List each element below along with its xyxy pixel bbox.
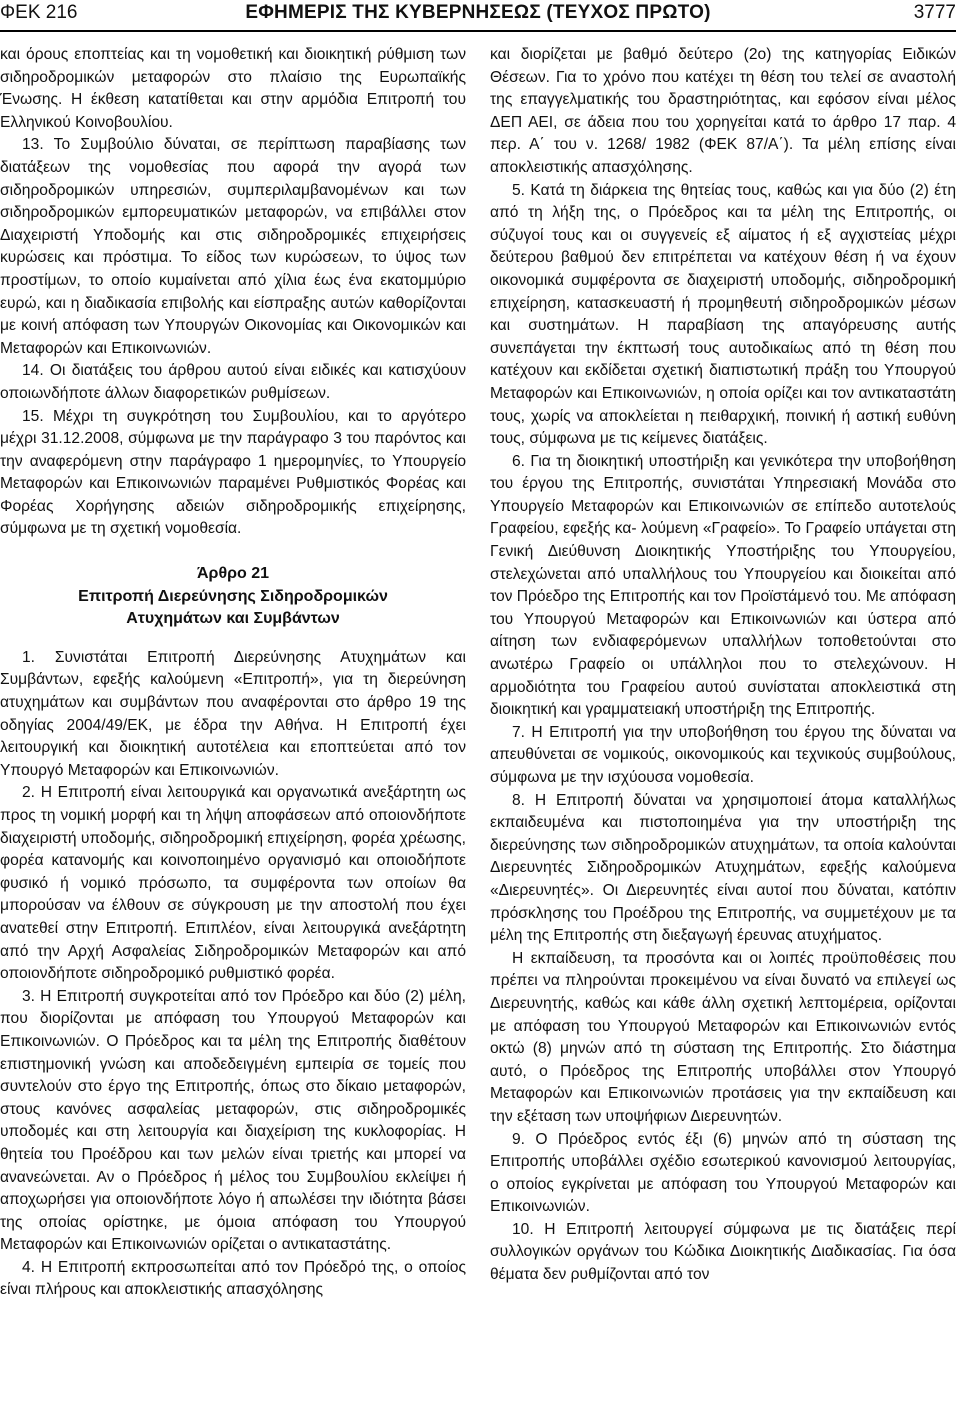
article-heading [0, 563, 466, 631]
article-paragraph-10: 10. Η Επιτροπή λειτουργεί σύμφωνα με τις διατάξεις περί συλλογικών οργάνων του Κώδικα Διοικητικής Διαδικασίας. Για όσα θέματα δεν ρυθμίζονται από τον [490, 1220, 956, 1284]
article-title: Άρθρο 21 [196, 565, 269, 583]
article-paragraph-3: 3. Η Επιτροπή συγκροτείται από τον Πρόεδρο και δύο (2) μέλη, που διορίζονται με απόφαση του Υπουργού Μεταφορών και Επικοινωνιών. Ο Πρόεδρος και τα μέλη της Επιτροπής διαθέτουν επιστημονική γνώση και αποδεδειγμένη εμπειρία σε τομείς που συντελούν στο έργο της Επιτροπής, όπως στο δίκαιο μεταφορών, στους κανόνες ασφαλείας μεταφορών, στις σιδηροδρομικές υποδομές και στη λειτουργία και διαχείριση της κυκλοφορίας. Η θητεία του Προέδρου και των μελών είναι τριετής και μπορεί να ανανεώνεται. Αν ο Πρόεδρος ή μέλος του Συμβουλίου εκλείψει ή αποχωρήσει για οποιονδήποτε λόγο ή απωλέσει την ιδιότητα βάσει της οποίας ορίστηκε, με όμοια απόφαση του Υπουργού Μεταφορών και Επικοινωνιών ορίζεται ο αντικαταστάτης. [0, 987, 466, 1254]
left-column [0, 44, 466, 1302]
right-column [490, 44, 956, 1302]
page-number: 3777 [913, 2, 956, 23]
article-paragraph-8: 8. Η Επιτροπή δύναται να χρησιμοποιεί άτομα καταλλήλως εκπαιδευμένα και πιστοποιημένα για την υποστήριξη της διερεύνησης των σιδηροδρομικών ατυχημάτων, τα οποία καλούνται Διερευνητές Σιδηροδρομικών Ατυχημάτων, εφεξής καλούμενα «Διερευνητές». Οι Διερευνητές είναι αυτοί που δύναται, κατόπιν πρόσκλησης του Προέδρου της Επιτροπής, να συμμετέχουν με τα μέλη της Επιτροπής στη διεξαγωγή έρευνας ατυχήματος. [490, 791, 956, 945]
article-paragraph-7: 7. Η Επιτροπή για την υποβοήθηση του έργου της δύναται να απευθύνεται σε νομικούς, οικονομικούς και τεχνικούς συμβούλους, σύμφωνα με την ισχύουσα νομοθεσία. [490, 723, 956, 786]
article-subtitle-line-2: Ατυχημάτων και Συμβάντων [126, 610, 340, 628]
paragraph-13: 13. Το Συμβούλιο δύναται, σε περίπτωση παραβίασης των διατάξεων της νομοθεσίας που αφορά την αγορά των σιδηροδρομικών υπηρεσιών, συμπεριλαμβανομένων και των σιδηροδρομικών εμπορευματικών μεταφορών, να επιβάλλει στον Διαχειριστή Υποδομής και στις σιδηροδρομικές επιχειρήσεις κυρώσεις και πρόστιμα. Το είδος των κυρώσεων, το ύψος των προστίμων, το οποίο κυμαίνεται από χίλια έως ένα εκατομμύριο ευρώ, και η διαδικασία επιβολής και είσπραξης αυτών καθορίζονται με κοινή απόφαση των Υπουργών Οικονομίας και Οικονομικών και Μεταφορών και Επικοινωνιών. [0, 136, 466, 357]
article-paragraph-6: 6. Για τη διοικητική υποστήριξη και γενικότερα την υποβοήθηση του έργου της Επιτροπής, συνιστάται Υπηρεσιακή Μονάδα στο Υπουργείο Μεταφορών και Επικοινωνιών σε επίπεδο αυτοτελούς Γραφείου, εφεξής κα- λούμενη «Γραφείο». Το Γραφείο υπάγεται στη Γενική Διεύθυνση Διοικητικής Υποστήριξης του Υπουργείου, στελεχώνεται από υπαλλήλους του Υπουργείου και διοικείται από τον Πρόεδρο της Επιτροπής και τον Προϊστάμενό του. Με απόφαση του Υπουργού Μεταφορών και Επικοινωνιών και ύστερα από αίτηση των ενδιαφερόμενων υπαλλήλων τοποθετούνται στο ανωτέρω Γραφείο οι υπάλληλοι που το στελεχώνουν. Η αρμοδιότητα του Γραφείου αυτού συνίσταται αποκλειστικά στη διοικητική και γραμματειακή υποστήριξη της Επιτροπής. [490, 452, 956, 719]
article-subtitle-line-1: Επιτροπή Διερεύνησης Σιδηροδρομικών [78, 587, 388, 605]
page-header [0, 0, 956, 32]
paragraph-continued: και όρους εποπτείας και τη νομοθετική και διοικητική ρύθμιση των σιδηροδρομικών μεταφορών στο πλαίσιο της Ευρωπαϊκής Ένωσης. Η έκθεση κατατίθεται και στην αρμόδια Επιτροπή του Ελληνικού Κοινοβουλίου. [0, 46, 466, 131]
article-paragraph-4: 4. Η Επιτροπή εκπροσωπείται από τον Πρόεδρό της, ο οποίος είναι πλήρους και αποκλειστικής απασχόλησης [0, 1258, 466, 1299]
article-paragraph-2: 2. Η Επιτροπή είναι λειτουργικά και οργανωτικά ανεξάρτητη ως προς τη νομική μορφή και τη λήψη αποφάσεων από οποιονδήποτε διαχειριστή υποδομής, σιδηροδρομική επιχείρηση, φορέα χρέωσης, φορέα κατανομής και κοινοποιημένο οργανισμό και οποιοδήποτε φυσικό ή νομικό πρόσωπο, τα συμφέροντα των οποίων θα μπορούσαν να έλθουν σε σύγκρουση με την αποστολή που έχει ανατεθεί στην Επιτροπή. Επιπλέον, είναι λειτουργικά ανεξάρτητη από την Αρχή Ασφαλείας Σιδηροδρομικών Μεταφορών και από οποιονδήποτε σιδηροδρομικό ρυθμιστικό φορέα. [0, 784, 466, 983]
gazette-title: ΕΦΗΜΕΡΙΣ ΤΗΣ ΚΥΒΕΡΝΗΣΕΩΣ (ΤΕΥΧΟΣ ΠΡΩΤΟ) [245, 2, 711, 23]
article-paragraph-1: 1. Συνιστάται Επιτροπή Διερεύνησης Ατυχημάτων και Συμβάντων, εφεξής καλούμενη «Επιτροπή», για τη διερεύνηση ατυχημάτων και συμβάντων που αναφέρονται στο άρθρο 19 της οδηγίας 2004/49/ΕΚ, με έδρα την Αθήνα. Η Επιτροπή έχει λειτουργική και διοικητική αυτοτέλεια και εποπτεύεται από τον Υπουργό Μεταφορών και Επικοινωνιών. [0, 648, 466, 779]
paragraph-15: 15. Μέχρι τη συγκρότηση του Συμβουλίου, και το αργότερο μέχρι 31.12.2008, σύμφωνα με την παράγραφο 3 του παρόντος και την αναφερόμενη στην παράγραφο 1 ημερομηνίες, το Υπουργείο Μεταφορών και Επικοινωνιών παραμένει Ρυθμιστικός Φορέας και Φορέας Χορήγησης αδειών σιδηροδρομικής επιχείρησης, σύμφωνα με τη σχετική νομοθεσία. [0, 407, 466, 538]
paragraph-14: 14. Οι διατάξεις του άρθρου αυτού είναι ειδικές και κατισχύουν οποιωνδήποτε άλλων διαφορετικών ρυθμίσεων. [0, 362, 466, 402]
issue-number: ΦΕΚ 216 [0, 2, 78, 23]
article-paragraph-9: 9. Ο Πρόεδρος εντός έξι (6) μηνών από τη σύσταση της Επιτροπής υποβάλλει σχέδιο εσωτερικού κανονισμού λειτουργίας, ο οποίος εγκρίνεται με απόφαση του Υπουργού Μεταφορών και Επικοινωνιών. [490, 1130, 956, 1216]
text-columns [0, 44, 956, 1302]
paragraph-4-continued: και διορίζεται με βαθμό δεύτερο (2ο) της κατηγορίας Ειδικών Θέσεων. Για το χρόνο που κατέχει τη θέση του τελεί σε αναστολή της επαγγελματικής του δραστηριότητας, και εφόσον είναι μέλος ΔΕΠ ΑΕΙ, σε άδεια που του χορηγείται κατά το άρθρο 17 παρ. 4 περ. Α΄ του ν. 1268/ 1982 (ΦΕΚ 87/Α΄). Τα μέλη επίσης είναι αποκλειστικής απασχόλησης. [490, 46, 956, 176]
paragraph-training: Η εκπαίδευση, τα προσόντα και οι λοιπές προϋποθέσεις που πρέπει να πληρούνται προκειμένου να είναι δυνατό να επιλεγεί ως Διερευνητής, καθώς και κάθε άλλη σχετική λεπτομέρεια, ορίζονται με απόφαση του Υπουργού Μεταφορών και Επικοινωνιών εντός οκτώ (8) μηνών από τη σύσταση της Επιτροπής. Στο διάστημα αυτό, ο Πρόεδρος της Επιτροπής υποβάλλει στον Υπουργό Μεταφορών και Επικοινωνιών προτάσεις για την εκπαίδευση και την εξέταση των υποψήφιων Διερευνητών. [490, 949, 956, 1125]
article-paragraph-5: 5. Κατά τη διάρκεια της θητείας τους, καθώς και για δύο (2) έτη από τη λήξη της, ο Πρόεδρος και τα μέλη της Επιτροπής, οι σύζυγοί τους και οι συγγενείς εξ αίματος ή εξ αγχιστείας μέχρι δεύτερου βαθμού δεν επιτρέπεται να κατέχουν θέση ή να έχουν οικονομικά συμφέροντα σε διαχειριστή υποδομής, σιδηροδρομική επιχείρηση, κατασκευαστή ή προμηθευτή σιδηροδρομικών μέσων και συστημάτων. Η παραβίαση της απαγόρευσης αυτής συνεπάγεται την έκπτωσή τους αυτοδικαίως από τη θέση που κατέχουν και εκδίδεται σχετική διαπιστωτική πράξη του Υπουργού Μεταφορών και Επικοινωνιών, η οποία ορίζει και τον αντικαταστάτη τους, χωρίς να αποκλείεται η πειθαρχική, ποινική ή αστική ευθύνη τους, σύμφωνα με τις κείμενες διατάξεις. [490, 181, 956, 448]
